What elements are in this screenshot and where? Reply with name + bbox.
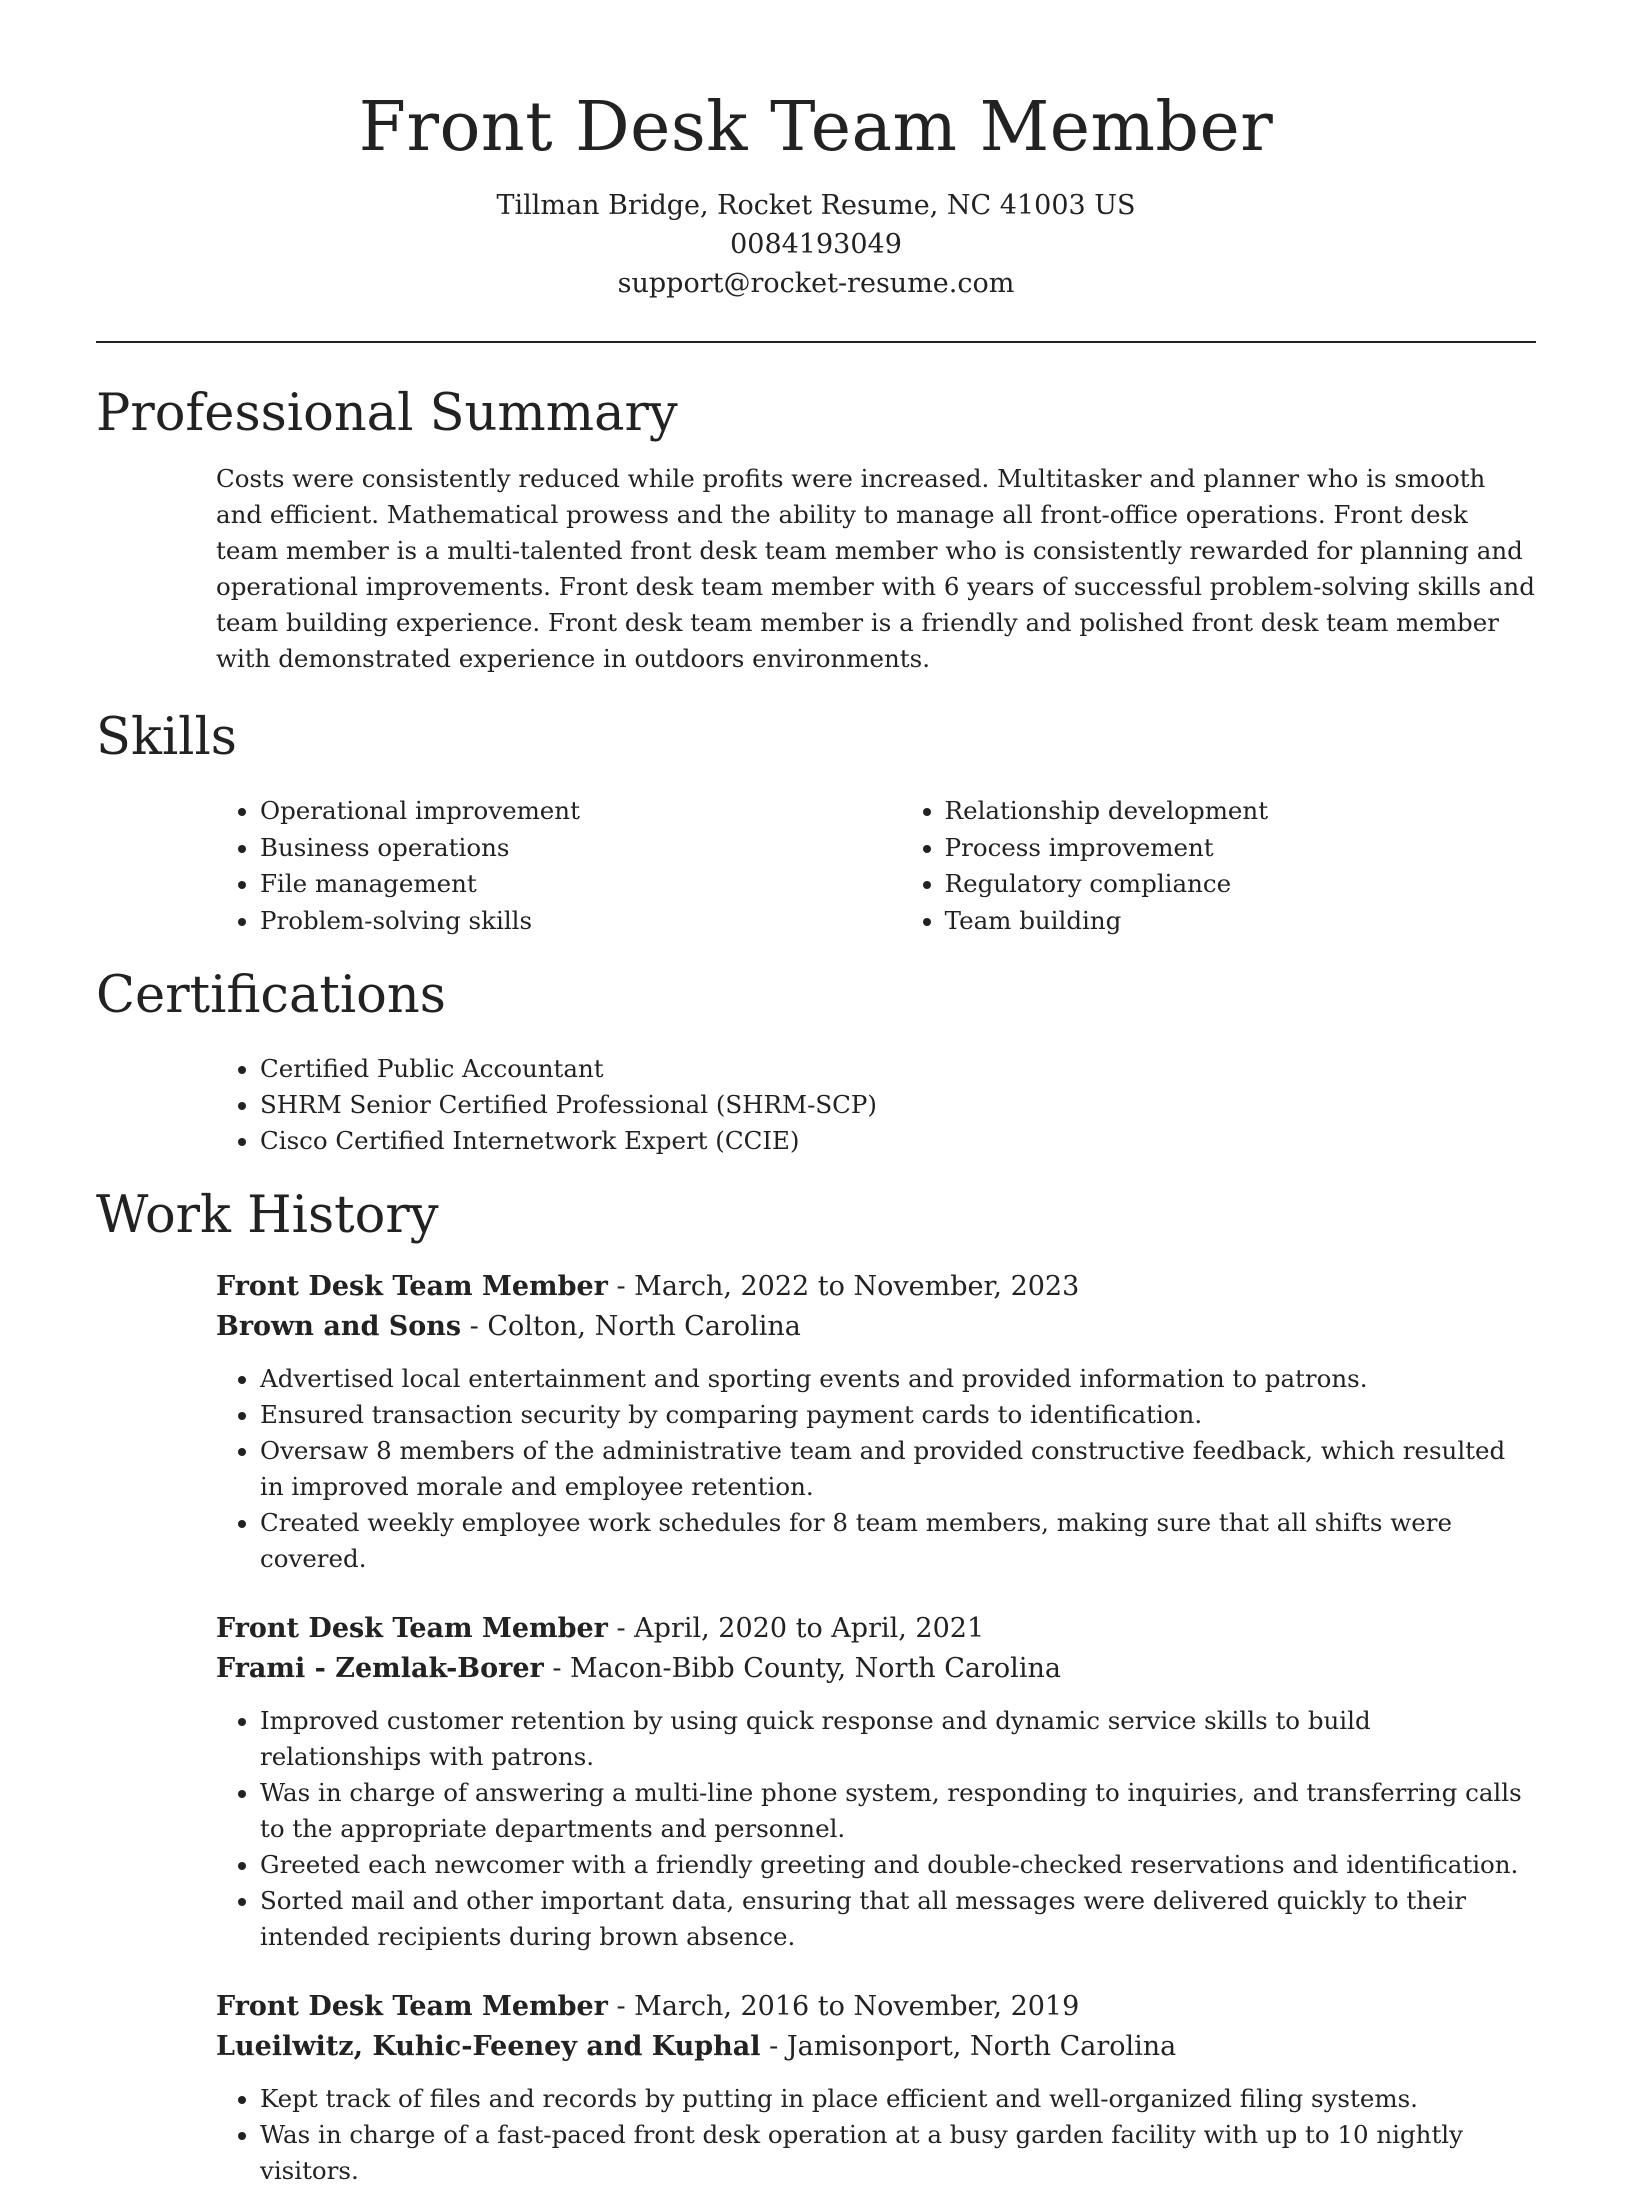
certifications-heading: Certifications	[96, 966, 446, 1025]
job-company: Frami - Zemlak-Borer	[216, 1653, 544, 1684]
job-entry	[216, 1987, 1536, 2189]
skill-item: • File management	[260, 866, 901, 903]
job-bullet: • Ensured transaction security by comparing payment cards to identification.	[260, 1397, 1536, 1433]
skill-item: • Team building	[945, 903, 1536, 940]
certifications-list	[216, 1051, 1536, 1159]
job-title-line	[216, 1609, 1536, 1649]
job-bullets	[216, 1703, 1536, 1955]
certification-item: • SHRM Senior Certified Professional (SHRM-SCP)	[260, 1087, 1536, 1123]
skill-item: • Operational improvement	[260, 793, 901, 830]
job-role: Front Desk Team Member	[216, 1991, 608, 2022]
job-title-line	[216, 1987, 1536, 2027]
job-title-line	[216, 1267, 1536, 1307]
contact-block	[96, 186, 1536, 303]
skill-item: • Problem-solving skills	[260, 903, 901, 940]
contact-email: support@rocket-resume.com	[617, 268, 1015, 299]
resume-page	[96, 0, 1536, 2189]
job-company: Lueilwitz, Kuhic-Feeney and Kuphal	[216, 2031, 761, 2062]
job-dates: - March, 2016 to November, 2019	[607, 1991, 1080, 2022]
job-bullet: • Advertised local entertainment and sporting events and provided information to patrons.	[260, 1361, 1536, 1397]
job-bullet: • Was in charge of a fast-paced front desk operation at a busy garden facility with up to 10 nightly visitors.	[260, 2117, 1536, 2189]
job-role: Front Desk Team Member	[216, 1271, 608, 1302]
skill-item: • Regulatory compliance	[945, 866, 1536, 903]
skills-heading: Skills	[96, 708, 237, 767]
job-company-line	[216, 1307, 1536, 1347]
job-location: - Macon-Bibb County, North Carolina	[543, 1653, 1061, 1684]
certification-item: • Certified Public Accountant	[260, 1051, 1536, 1087]
job-bullets	[216, 1361, 1536, 1577]
job-entry	[216, 1609, 1536, 1955]
skills-list	[216, 793, 1536, 939]
job-entry	[216, 1267, 1536, 1577]
job-location: - Colton, North Carolina	[461, 1311, 801, 1342]
candidate-name: Front Desk Team Member	[358, 88, 1274, 167]
certification-item: • Cisco Certified Internetwork Expert (CCIE)	[260, 1123, 1536, 1159]
summary-heading: Professional Summary	[96, 384, 678, 443]
job-bullet: • Greeted each newcomer with a friendly greeting and double-checked reservations and identification.	[260, 1847, 1536, 1883]
job-dates: - April, 2020 to April, 2021	[607, 1613, 985, 1644]
job-company-line	[216, 2027, 1536, 2067]
skill-item: • Relationship development	[945, 793, 1536, 830]
job-bullet: • Kept track of files and records by putting in place efficient and well-organized filing systems.	[260, 2081, 1536, 2117]
contact-address: Tillman Bridge, Rocket Resume, NC 41003 US	[496, 190, 1136, 221]
job-bullets	[216, 2081, 1536, 2189]
summary-text: Costs were consistently reduced while profits were increased. Multitasker and planner who is smooth and efficient. Mathematical prowess and the ability to manage all front-office operations. Front desk team member is a multi-talented front desk team member who is consistently rewarded for planning and operational improvements. Front desk team member with 6 years of successful problem-solving skills and team building experience. Front desk team member is a friendly and polished front desk team member with demonstrated experience in outdoors environments.	[216, 464, 1535, 673]
skill-item: • Business operations	[260, 830, 901, 867]
job-company-line	[216, 1649, 1536, 1689]
skill-item: • Process improvement	[945, 830, 1536, 867]
job-bullet: • Sorted mail and other important data, ensuring that all messages were delivered quickly to their intended recipients during brown absence.	[260, 1883, 1536, 1955]
skills-column-left	[216, 793, 901, 939]
work-history-heading: Work History	[96, 1186, 439, 1245]
skills-column-right	[901, 793, 1536, 939]
job-bullet: • Created weekly employee work schedules for 8 team members, making sure that all shifts were covered.	[260, 1505, 1536, 1577]
contact-phone: 0084193049	[730, 229, 902, 260]
job-role: Front Desk Team Member	[216, 1613, 608, 1644]
job-company: Brown and Sons	[216, 1311, 462, 1342]
job-bullet: • Was in charge of answering a multi-line phone system, responding to inquiries, and transferring calls to the appropriate departments and personnel.	[260, 1775, 1536, 1847]
job-dates: - March, 2022 to November, 2023	[607, 1271, 1080, 1302]
job-location: - Jamisonport, North Carolina	[760, 2031, 1177, 2062]
job-bullet: • Oversaw 8 members of the administrative team and provided constructive feedback, which resulted in improved morale and employee retention.	[260, 1433, 1536, 1505]
job-bullet: • Improved customer retention by using quick response and dynamic service skills to build relationships with patrons.	[260, 1703, 1536, 1775]
header-divider	[96, 341, 1536, 343]
